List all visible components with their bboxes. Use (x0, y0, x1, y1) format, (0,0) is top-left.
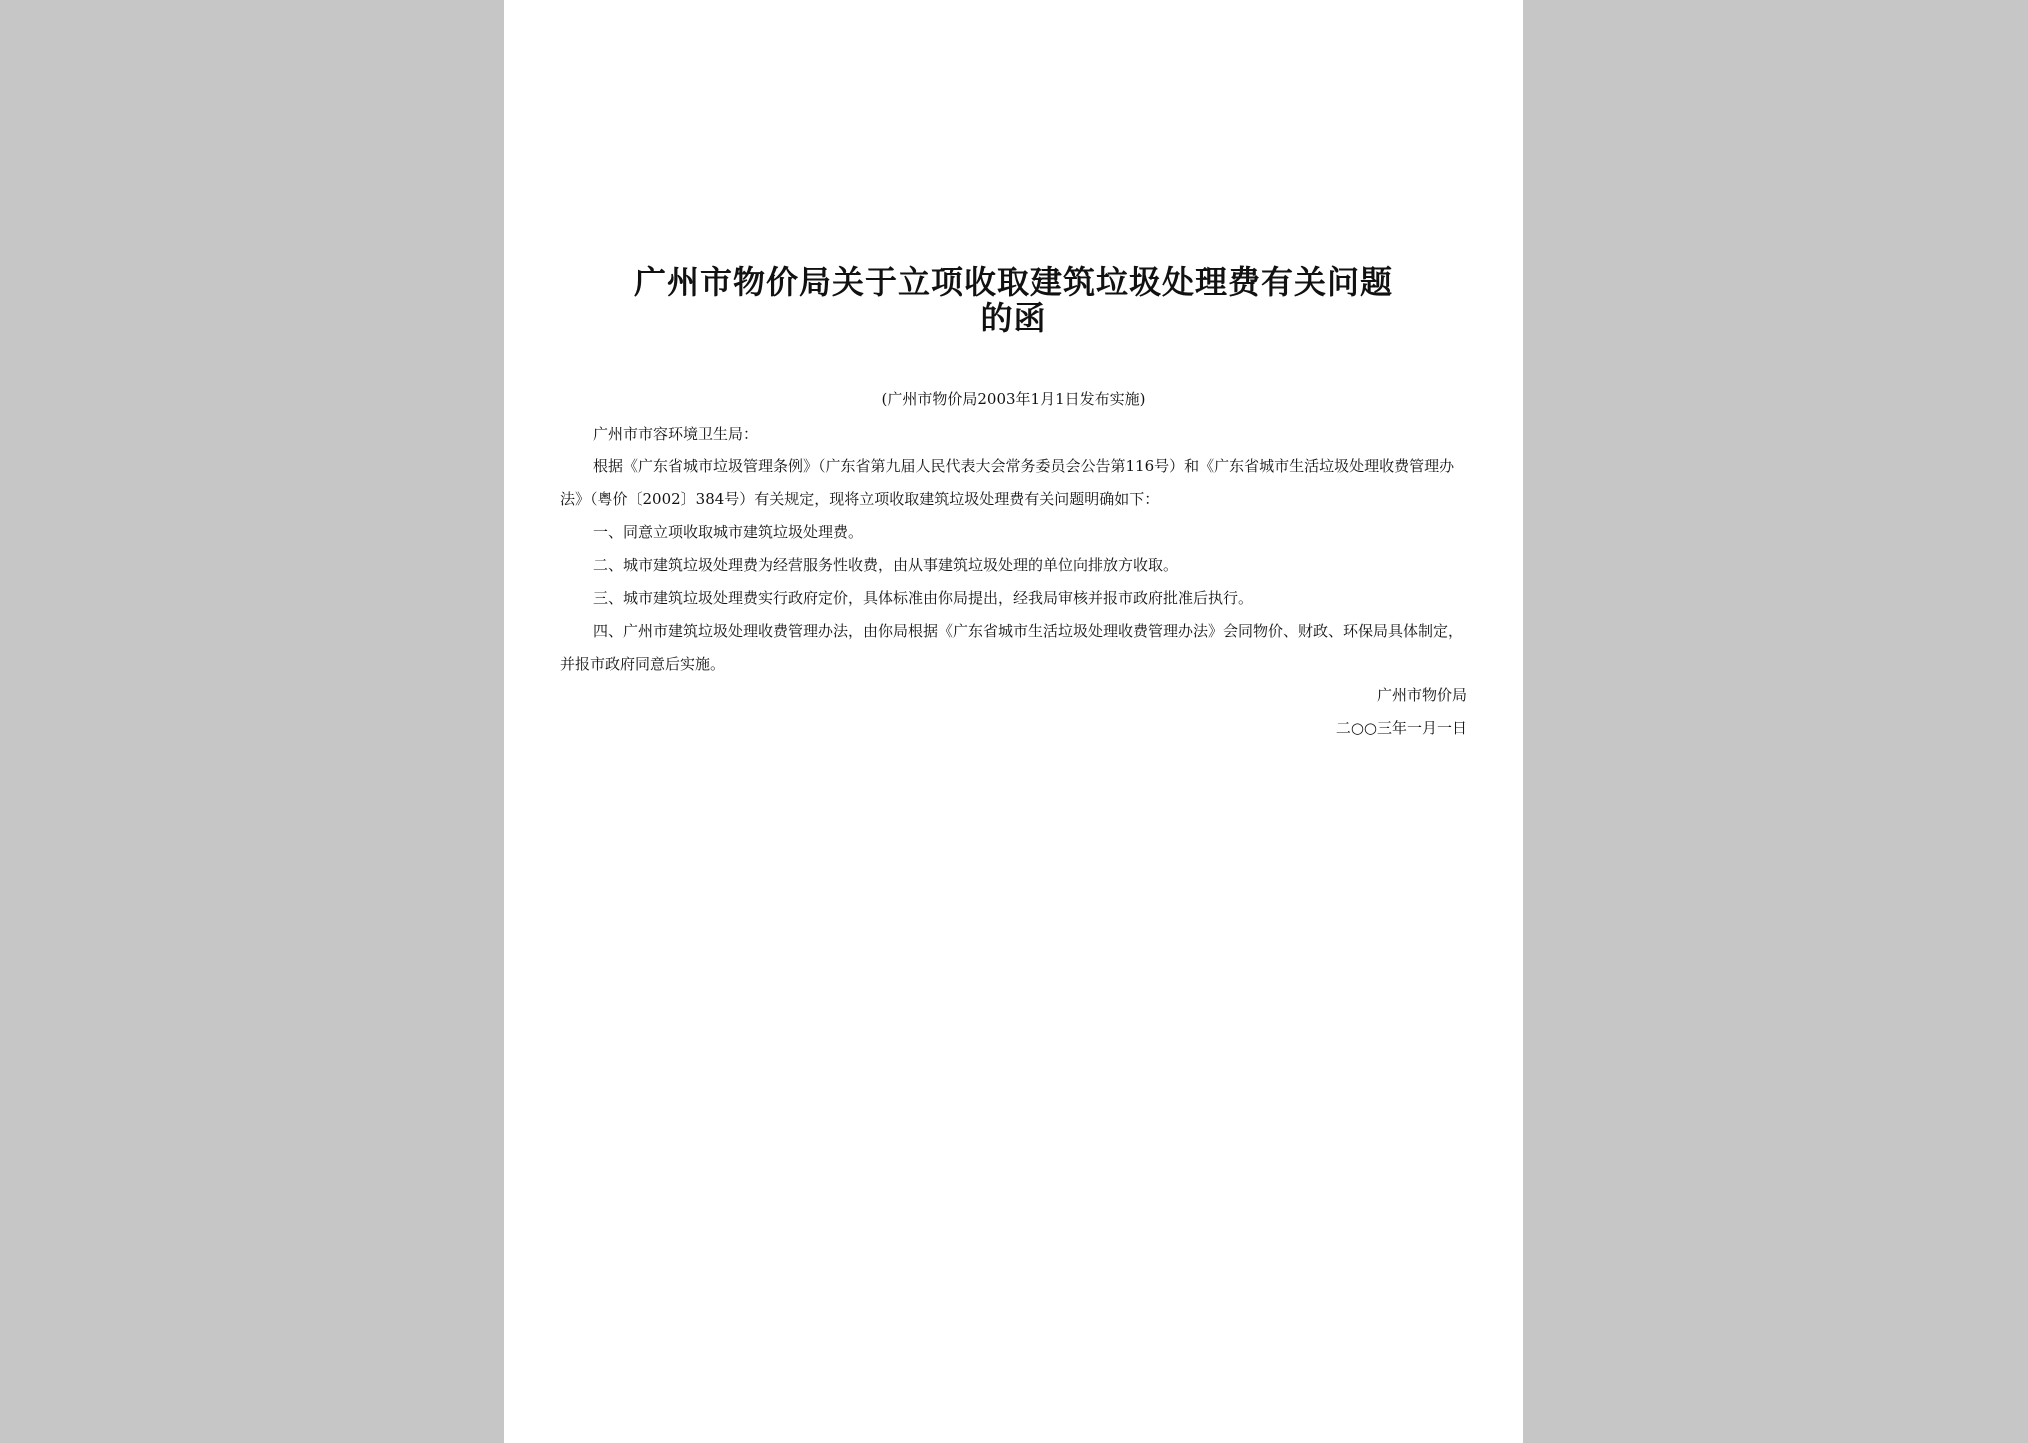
document-page (504, 0, 1523, 1443)
paragraph-item-2: 二、城市建筑垃圾处理费为经营服务性收费，由从事建筑垃圾处理的单位向排放方收取。 (593, 556, 1179, 574)
addressee: 广州市市容环境卫生局： (593, 425, 759, 443)
paragraph-preamble: 根据《广东省城市垃圾管理条例》（广东省第九届人民代表大会常务委员会公告第116号）和《广东省城市生活垃圾处理收费管理办法》（粤价〔2002〕384号）有关规定，现将立项收取建筑垃圾处理费有关问题明确如下： (560, 457, 1455, 508)
document-title-line-2: 的函 (980, 299, 1047, 337)
paragraph-item-3: 三、城市建筑垃圾处理费实行政府定价，具体标准由你局提出，经我局审核并报市政府批准后执行。 (593, 589, 1254, 607)
document-title-line-1: 广州市物价局关于立项收取建筑垃圾处理费有关问题 (633, 263, 1393, 301)
paragraph-item-4: 四、广州市建筑垃圾处理收费管理办法，由你局根据《广东省城市生活垃圾处理收费管理办法》会同物价、财政、环保局具体制定，并报市政府同意后实施。 (560, 622, 1464, 673)
signature-date: 二○○三年一月一日 (1335, 719, 1467, 737)
paragraph-item-1: 一、同意立项收取城市建筑垃圾处理费。 (593, 523, 864, 541)
signature-issuer: 广州市物价局 (1376, 686, 1467, 704)
issue-note: (广州市物价局2003年1月1日发布实施) (881, 390, 1146, 408)
